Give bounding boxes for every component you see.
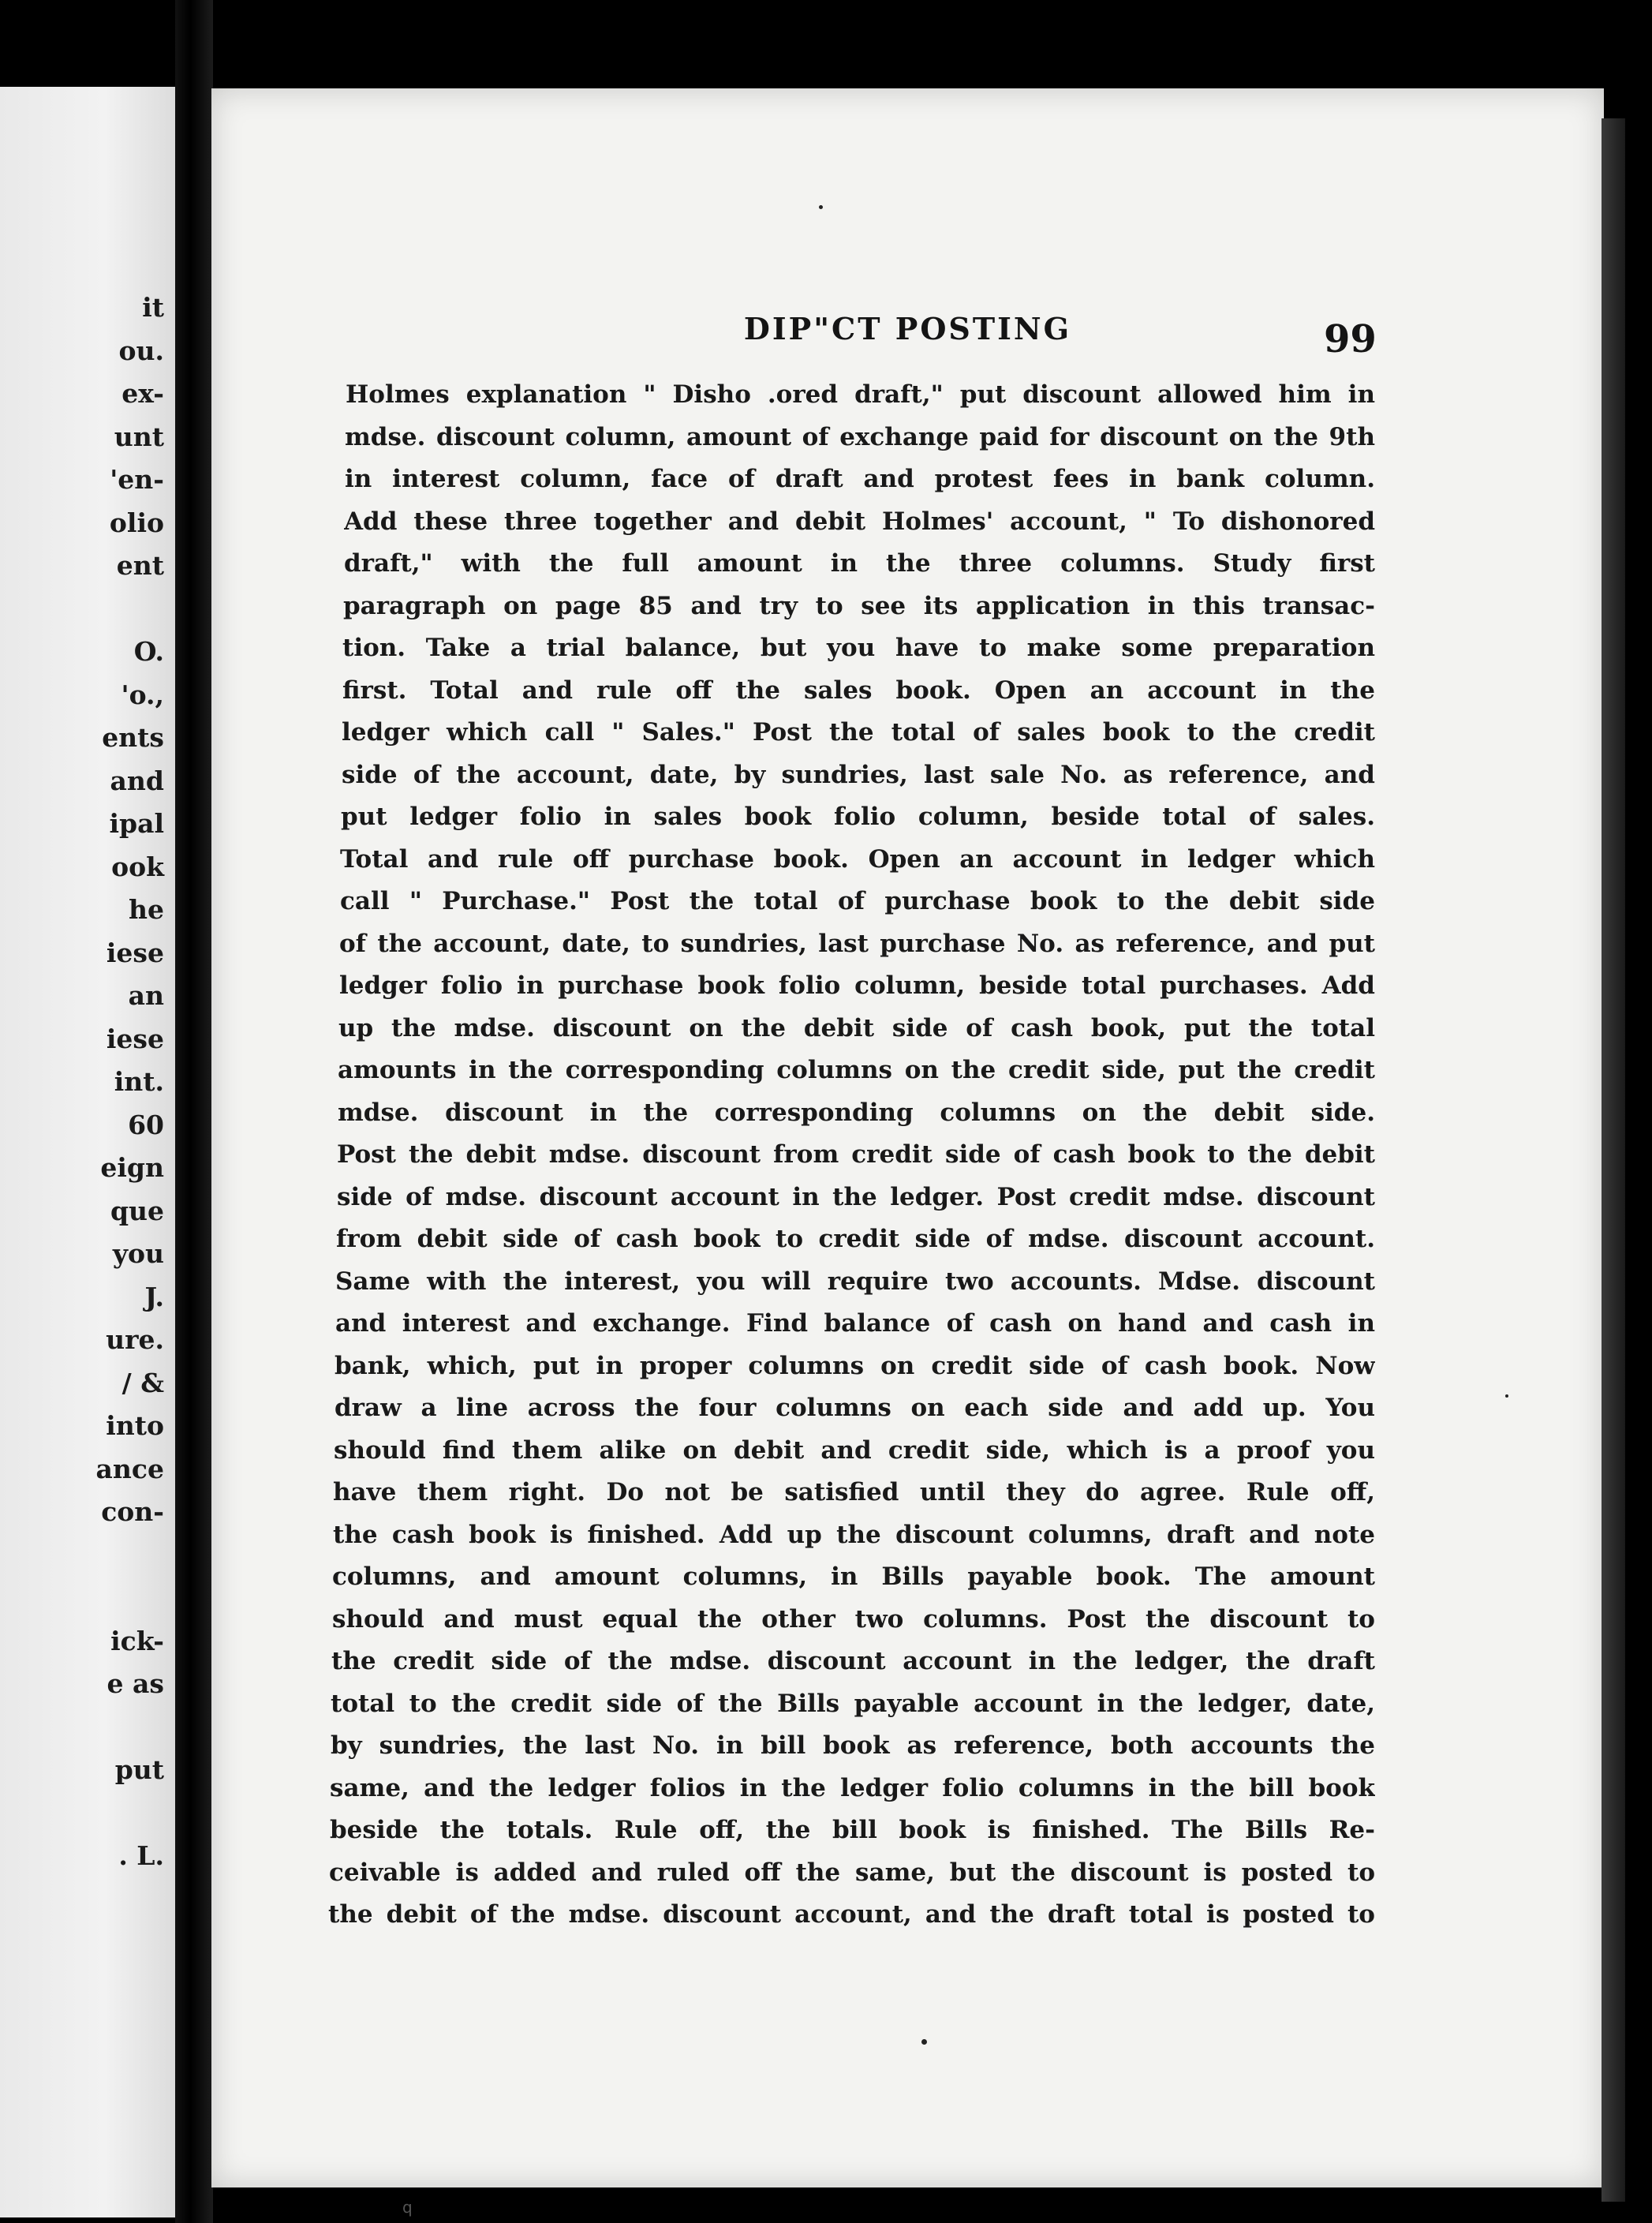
text-line: should and must equal the other two columns. Post the discount to xyxy=(332,1604,1375,1634)
left-page-text-fragment: 'o., xyxy=(121,679,164,710)
scan-mark: q xyxy=(402,2198,413,2217)
text-line: the debit of the mdse. discount account, and the draft total is posted to xyxy=(328,1900,1375,1929)
text-line: columns, and amount columns, in Bills payable book. The amount xyxy=(332,1562,1375,1591)
text-line: and interest and exchange. Find balance of cash on hand and cash in xyxy=(335,1309,1375,1338)
text-line: up the mdse. discount on the debit side of cash book, put the total xyxy=(338,1013,1375,1042)
text-line: side of mdse. discount account in the ledger. Post credit mdse. discount xyxy=(337,1182,1375,1211)
book-gutter xyxy=(175,0,213,2223)
left-page-text-fragment: and xyxy=(110,765,164,796)
print-speck xyxy=(921,2039,927,2045)
text-line: mdse. discount column, amount of exchange paid for discount on the 9th xyxy=(345,422,1375,451)
left-page-text-fragment: ents xyxy=(102,722,164,753)
text-line: ledger folio in purchase book folio column, beside total purchases. Add xyxy=(339,971,1375,1000)
text-line: draw a line across the four columns on each side and add up. You xyxy=(335,1394,1375,1422)
left-page-text-fragment: ou. xyxy=(118,335,164,366)
left-page-text-fragment: ent xyxy=(116,550,164,581)
page-number: 99 xyxy=(1324,317,1377,361)
left-page-text-fragment: ex- xyxy=(121,378,164,409)
print-speck xyxy=(1505,1394,1508,1398)
left-page-text-fragment: J. xyxy=(144,1281,164,1312)
left-page-text-fragment: que xyxy=(110,1195,164,1226)
left-page-text-fragment: int. xyxy=(114,1066,164,1097)
text-line: have them right. Do not be satisfied until they do agree. Rule off, xyxy=(333,1478,1375,1506)
left-page-text-fragment: eign xyxy=(100,1152,164,1183)
left-page-text-fragment: iese xyxy=(106,1023,164,1054)
left-page-text-fragment: con- xyxy=(101,1496,164,1527)
left-page-text-fragment: 'en- xyxy=(110,464,164,495)
left-page-text-fragment: iese xyxy=(106,937,164,968)
left-page-text-fragment: olio xyxy=(109,507,164,538)
text-line: draft," with the full amount in the three columns. Study first xyxy=(344,549,1375,578)
left-page-text-fragment: . L. xyxy=(118,1840,164,1871)
left-page-text-fragment: / & xyxy=(121,1367,164,1398)
left-page-text-fragment: it xyxy=(142,292,164,323)
text-line: amounts in the corresponding columns on the credit side, put the credit xyxy=(338,1056,1375,1084)
left-page-text-fragment: you xyxy=(112,1238,164,1269)
left-page-text-fragment: he xyxy=(129,894,164,925)
text-line: bank, which, put in proper columns on credit side of cash book. Now xyxy=(335,1351,1375,1380)
text-line: Total and rule off purchase book. Open an account in ledger which xyxy=(340,844,1375,874)
text-line: the credit side of the mdse. discount account in the ledger, the draft xyxy=(331,1647,1375,1675)
text-line: tion. Take a trial balance, but you have to make some preparation xyxy=(342,634,1375,662)
left-page-text-fragment: ure. xyxy=(106,1324,164,1355)
text-line: Add these three together and debit Holmes' account, " To dishonored xyxy=(344,507,1375,536)
text-line: of the account, date, to sundries, last purchase No. as reference, and put xyxy=(339,929,1375,958)
text-line: ledger which call " Sales." Post the total of sales book to the credit xyxy=(342,718,1375,747)
text-line: Holmes explanation " Disho .ored draft," put discount allowed him in xyxy=(346,380,1375,409)
left-page-text-fragment: O. xyxy=(133,636,164,667)
text-line: mdse. discount in the corresponding columns on the debit side. xyxy=(338,1098,1375,1127)
text-line: put ledger folio in sales book folio column, beside total of sales. xyxy=(341,803,1375,831)
left-page-text-fragment: ook xyxy=(111,851,164,882)
text-line: same, and the ledger folios in the ledger folio columns in the bill book xyxy=(330,1773,1375,1802)
book-page xyxy=(211,88,1604,2187)
left-page-text-fragment: put xyxy=(114,1754,164,1785)
body-text xyxy=(328,374,1375,1937)
text-line: in interest column, face of draft and protest fees in bank column. xyxy=(345,465,1375,493)
left-page-fragment xyxy=(0,87,175,2217)
left-page-text-fragment: ance xyxy=(95,1453,164,1484)
text-line: Same with the interest, you will require two accounts. Mdse. discount xyxy=(335,1267,1375,1296)
text-line: by sundries, the last No. in bill book as reference, both accounts the xyxy=(331,1731,1375,1760)
text-line: beside the totals. Rule off, the bill book is finished. The Bills Re- xyxy=(330,1816,1375,1844)
text-line: from debit side of cash book to credit side of mdse. discount account. xyxy=(336,1225,1375,1253)
text-line: ceivable is added and ruled off the same, but the discount is posted to xyxy=(329,1858,1375,1887)
left-page-text-fragment: an xyxy=(128,980,164,1011)
page-edge-shadow xyxy=(1602,118,1625,2202)
left-page-text-fragment: 60 xyxy=(128,1109,164,1140)
text-line: paragraph on page 85 and try to see its application in this transac- xyxy=(343,591,1375,620)
text-line: call " Purchase." Post the total of purchase book to the debit side xyxy=(340,887,1375,915)
text-line: the cash book is finished. Add up the discount columns, draft and note xyxy=(333,1520,1375,1549)
text-line: side of the account, date, by sundries, last sale No. as reference, and xyxy=(342,760,1375,789)
text-line: should find them alike on debit and credit side, which is a proof you xyxy=(334,1435,1375,1465)
text-line: first. Total and rule off the sales book. Open an account in the xyxy=(342,676,1375,705)
text-line: total to the credit side of the Bills payable account in the ledger, date, xyxy=(331,1689,1375,1718)
left-page-text-fragment: into xyxy=(106,1410,164,1441)
running-head: DIP"CT POSTING xyxy=(743,311,1072,346)
left-page-text-fragment: e as xyxy=(107,1668,164,1699)
text-line: Post the debit mdse. discount from credit side of cash book to the debit xyxy=(337,1140,1375,1169)
left-page-text-fragment: ipal xyxy=(109,808,164,839)
print-speck xyxy=(819,205,823,209)
left-page-text-fragment: ick- xyxy=(110,1625,164,1656)
left-page-text-fragment: unt xyxy=(114,421,164,452)
